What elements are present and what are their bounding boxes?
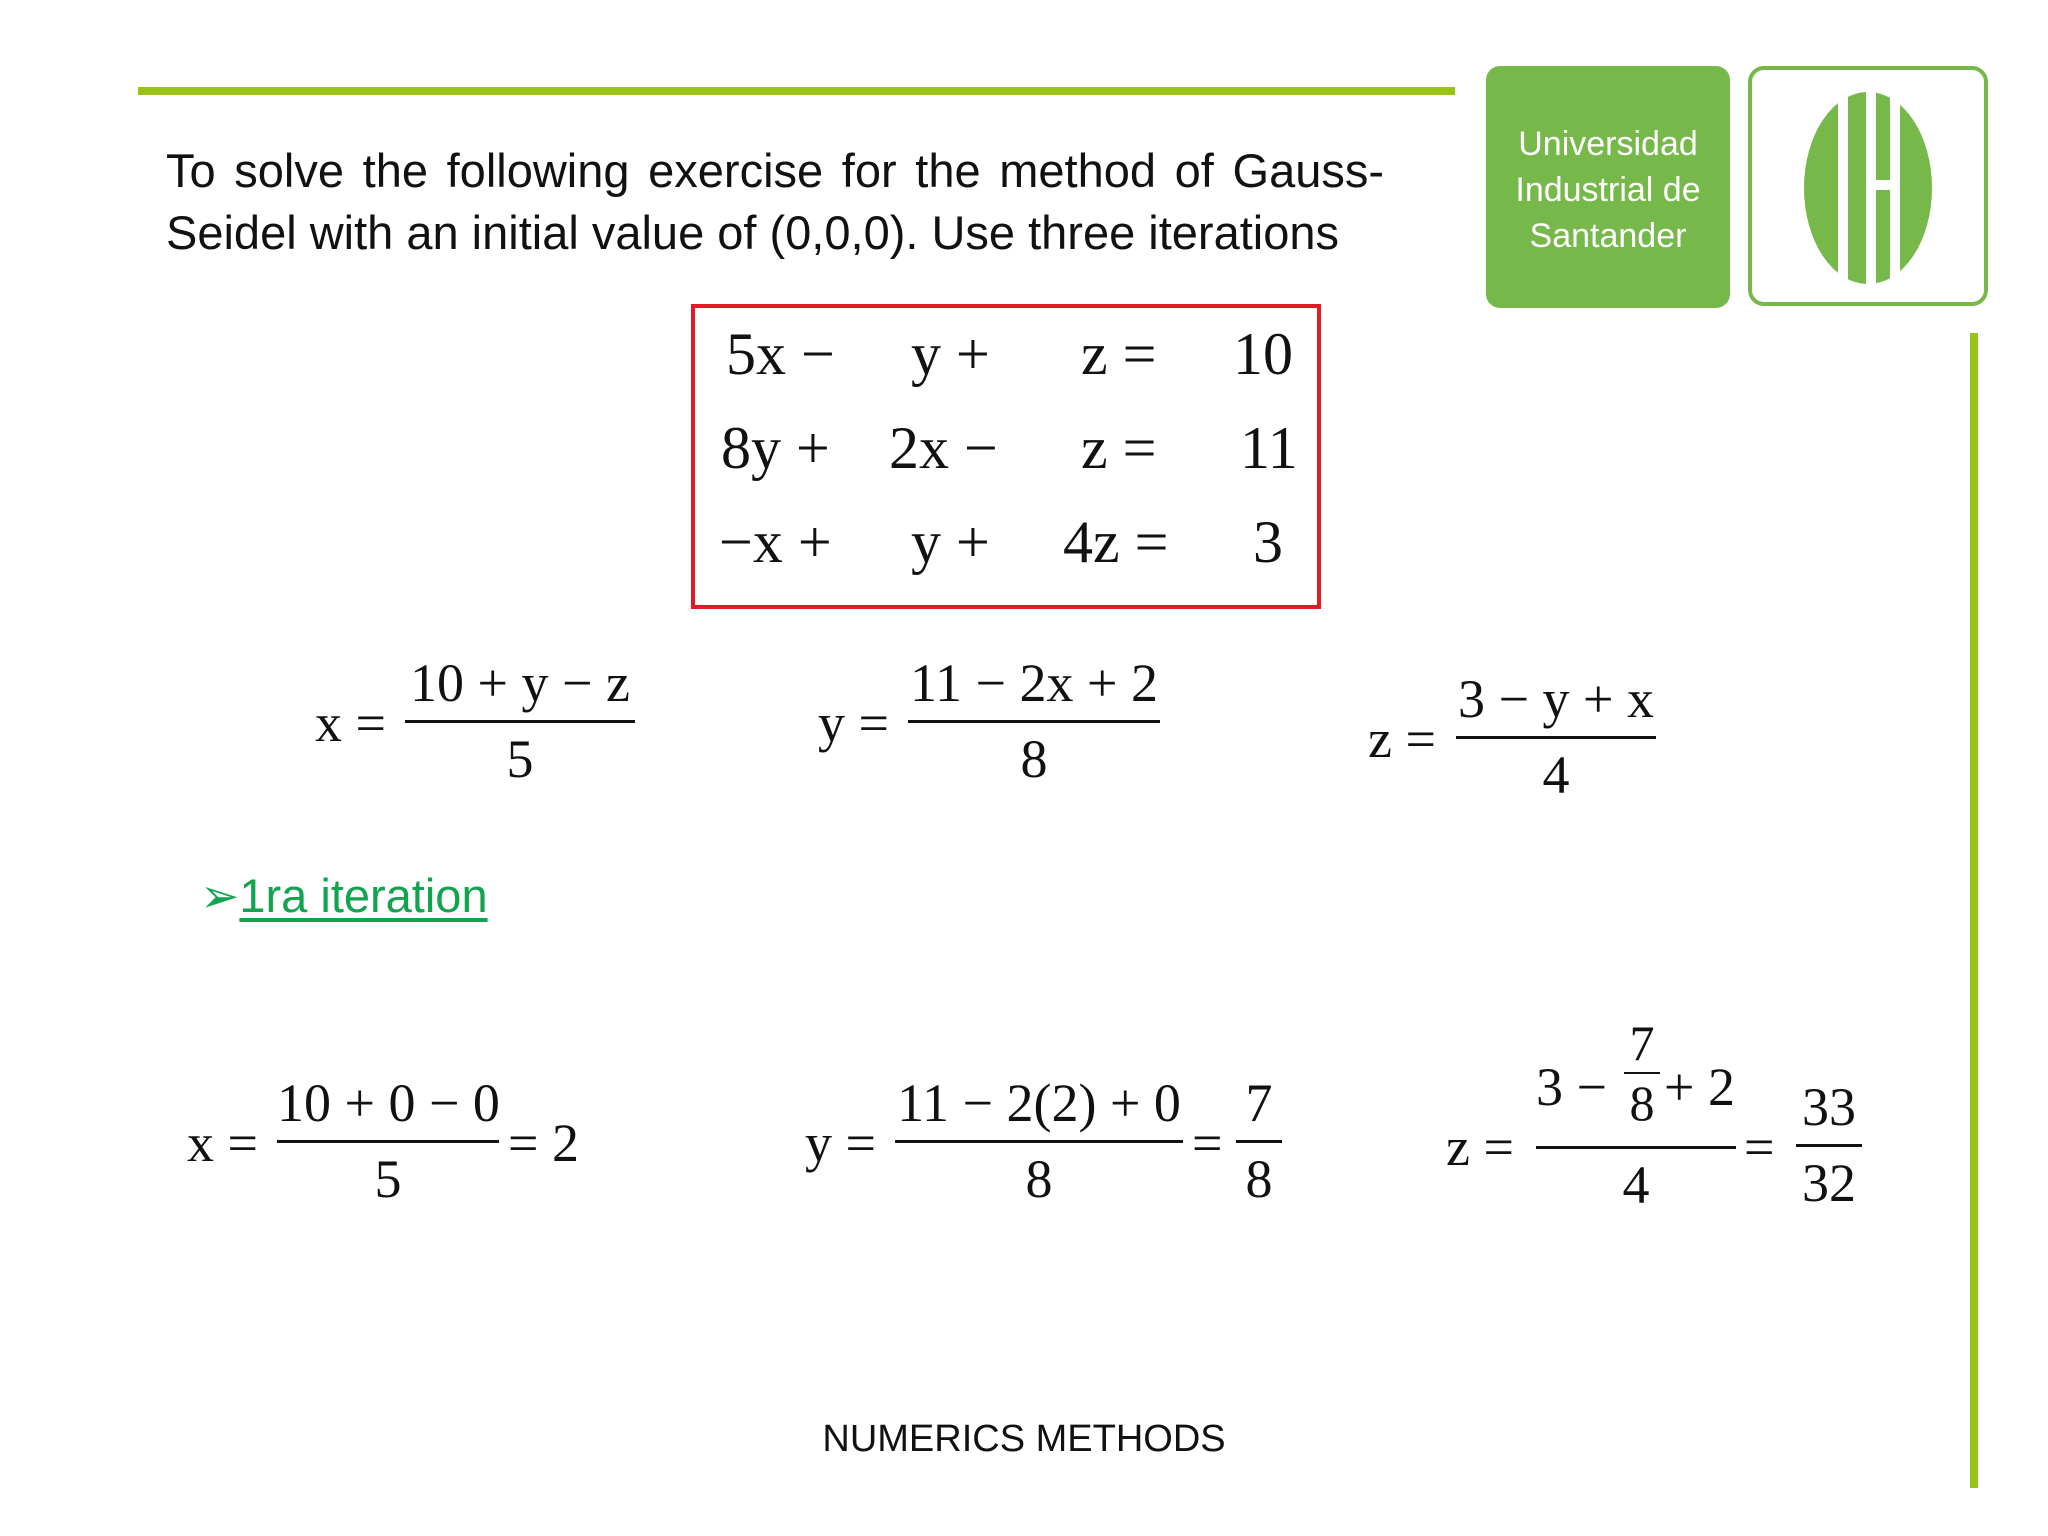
formula-x-denominator: 5 <box>506 729 534 789</box>
iter1-y-numerator: 11 − 2(2) + 0 <box>897 1073 1181 1133</box>
iter1-y-denominator: 8 <box>1025 1149 1053 1209</box>
iter1-z-result-eq: = <box>1744 1117 1775 1177</box>
formula-y-fraction <box>908 652 1160 792</box>
sys-r3-c3: 4z = <box>1063 509 1169 575</box>
iter1-z-num-right: + 2 <box>1664 1057 1735 1117</box>
iter1-y-result-denominator: 8 <box>1245 1149 1273 1209</box>
fraction-line <box>895 1140 1183 1143</box>
iter1-z-lhs: z = <box>1446 1117 1514 1177</box>
fraction-line <box>1796 1144 1862 1147</box>
iter1-x-lhs: x = <box>187 1113 258 1173</box>
sys-r1-c4: 10 <box>1233 321 1293 387</box>
iter1-y-result-fraction <box>1236 1072 1282 1212</box>
logo-line-2: Industrial de <box>1515 171 1701 209</box>
formula-x-lhs: x = <box>315 693 386 753</box>
iter1-z-result-numerator: 33 <box>1802 1077 1856 1137</box>
sys-r1-c1: 5x − <box>726 321 835 387</box>
formula-z-fraction <box>1456 668 1656 808</box>
sys-r1-c3: z = <box>1081 321 1157 387</box>
iteration-heading[interactable] <box>200 868 488 924</box>
iter1-z-inner-fraction <box>1624 1014 1660 1131</box>
fraction-line <box>277 1140 499 1143</box>
sys-r2-c4: 11 <box>1240 415 1298 481</box>
iter1-z-fraction <box>1536 1014 1736 1214</box>
formula-y-denominator: 8 <box>1020 729 1048 789</box>
iter1-z-inner-numerator: 7 <box>1629 1015 1655 1071</box>
right-accent-bar <box>1970 333 1978 1488</box>
iter1-y-result-eq: = <box>1192 1113 1223 1173</box>
sys-r2-c3: z = <box>1081 415 1157 481</box>
formula-y-lhs: y = <box>818 693 889 753</box>
fraction-line <box>1536 1146 1736 1149</box>
formula-y-numerator: 11 − 2x + 2 <box>910 653 1158 713</box>
iter1-z-result-denominator: 32 <box>1802 1153 1856 1213</box>
formula-x-fraction <box>405 652 635 792</box>
footer-title: NUMERICS METHODS <box>822 1418 1226 1460</box>
fraction-line <box>908 720 1160 723</box>
fraction-line <box>405 720 635 723</box>
iter1-y-fraction <box>895 1072 1183 1212</box>
arrow-bullet-icon: ➢ <box>200 869 240 922</box>
university-name-logo <box>1486 66 1730 308</box>
sys-r2-c1: 8y + <box>721 415 830 481</box>
iter1-x-result: = 2 <box>508 1113 579 1173</box>
formula-z-denominator: 4 <box>1542 745 1570 805</box>
formula-z-numerator: 3 − y + x <box>1458 669 1654 729</box>
top-accent-bar <box>138 87 1455 95</box>
sys-r3-c4: 3 <box>1253 509 1283 575</box>
sys-r1-c2: y + <box>911 321 990 387</box>
iter1-y-result-numerator: 7 <box>1245 1073 1273 1133</box>
logo-line-3: Santander <box>1529 217 1687 255</box>
iter1-z-denominator: 4 <box>1622 1155 1650 1215</box>
fraction-line <box>1236 1140 1282 1143</box>
iter1-z-num-left: 3 − <box>1536 1057 1607 1117</box>
sys-r3-c1: −x + <box>719 509 832 575</box>
iter1-z-inner-denominator: 8 <box>1629 1075 1655 1131</box>
iter1-z-result-fraction <box>1796 1076 1862 1216</box>
iter1-x-numerator: 10 + 0 − 0 <box>277 1073 500 1133</box>
iteration-label: 1ra iteration <box>239 869 488 922</box>
formula-z-lhs: z = <box>1368 709 1436 769</box>
iter1-x-fraction <box>277 1072 499 1212</box>
sys-r2-c2: 2x − <box>889 415 998 481</box>
uis-logo-icon <box>1748 66 1988 306</box>
equation-system-box <box>691 304 1321 609</box>
intro-text: To solve the following exercise for the method of Gauss-Seidel with an initial value of (0,0,0). Use three iterations <box>166 144 1384 259</box>
sys-r3-c2: y + <box>911 509 990 575</box>
formula-x-numerator: 10 + y − z <box>410 653 630 713</box>
iter1-x-denominator: 5 <box>374 1149 402 1209</box>
iter1-y-lhs: y = <box>805 1113 876 1173</box>
logo-line-1: Universidad <box>1518 125 1698 163</box>
fraction-line <box>1456 736 1656 739</box>
